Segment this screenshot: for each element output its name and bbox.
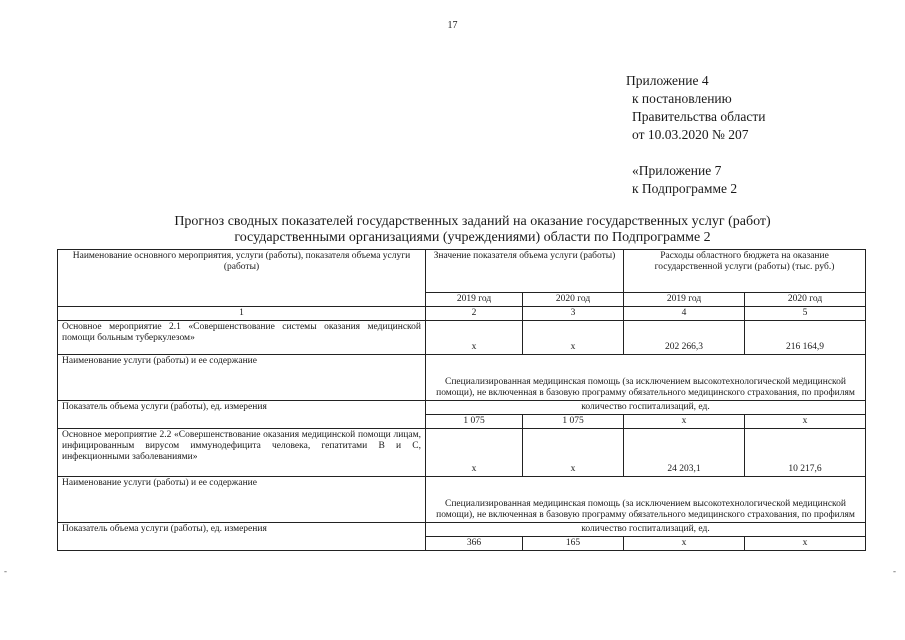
header-year-2020: 2020 год — [523, 293, 624, 307]
scan-mark: - — [893, 566, 896, 576]
measure-value: х — [523, 321, 624, 355]
document-title — [0, 214, 905, 246]
indicator-unit: количество госпитализаций, ед. — [426, 523, 866, 537]
title-line-2: государственными организациями (учреждениями) области по Подпрограмме 2 — [234, 230, 711, 245]
header-year-2019: 2019 год — [624, 293, 745, 307]
title-line-1: Прогноз сводных показателей государственных заданий на оказание государственных услуг (работ) — [174, 214, 771, 229]
column-number: 1 — [58, 307, 426, 321]
appendix-subline: к Подпрограмме 2 — [632, 181, 738, 196]
measure-value: 24 203,1 — [624, 429, 745, 477]
appendix-line: к постановлению — [632, 91, 732, 106]
column-number: 3 — [523, 307, 624, 321]
header-budget: Расходы областного бюджета на оказание государственной услуги (работы) (тыс. руб.) — [624, 250, 866, 293]
service-description: Специализированная медицинская помощь (за исключением высокотехнологической медицинской помощи), не включенная в базовую программу обязательного медицинского страхования, по профилям — [426, 355, 866, 401]
indicator-value: х — [745, 415, 866, 429]
indicator-label: Показатель объема услуги (работы), ед. измерения — [58, 401, 426, 429]
indicator-value: 366 — [426, 537, 523, 551]
header-name: Наименование основного мероприятия, услуги (работы), показателя объема услуги (работы) — [58, 250, 426, 307]
forecast-table — [57, 249, 866, 551]
header-year-2020: 2020 год — [745, 293, 866, 307]
measure-value: 10 217,6 — [745, 429, 866, 477]
header-volume: Значение показателя объема услуги (работы) — [426, 250, 624, 293]
header-year-2019: 2019 год — [426, 293, 523, 307]
page-number: 17 — [447, 20, 458, 31]
indicator-value: 1 075 — [426, 415, 523, 429]
measure-value: 216 164,9 — [745, 321, 866, 355]
appendix-header — [626, 72, 765, 198]
measure-value: х — [523, 429, 624, 477]
indicator-value: 1 075 — [523, 415, 624, 429]
measure-value: 202 266,3 — [624, 321, 745, 355]
service-label: Наименование услуги (работы) и ее содержание — [58, 477, 426, 523]
appendix-line: Правительства области — [632, 109, 766, 124]
indicator-label: Показатель объема услуги (работы), ед. измерения — [58, 523, 426, 551]
indicator-value: х — [624, 537, 745, 551]
column-number: 2 — [426, 307, 523, 321]
service-label: Наименование услуги (работы) и ее содержание — [58, 355, 426, 401]
measure-value: х — [426, 429, 523, 477]
column-number: 4 — [624, 307, 745, 321]
measure-2-2-title: Основное мероприятие 2.2 «Совершенствование оказания медицинской помощи лицам, инфицированным вирусом иммунодефицита человека, гепатитами В и С, инфекционными заболеваниями» — [58, 429, 426, 477]
appendix-subline: «Приложение 7 — [632, 163, 722, 178]
appendix-line: от 10.03.2020 № 207 — [632, 127, 749, 142]
measure-2-1-title: Основное мероприятие 2.1 «Совершенствование системы оказания медицинской помощи больным туберкулезом» — [58, 321, 426, 355]
measure-value: х — [426, 321, 523, 355]
indicator-value: х — [624, 415, 745, 429]
appendix-line: Приложение 4 — [626, 73, 709, 88]
column-number: 5 — [745, 307, 866, 321]
indicator-value: 165 — [523, 537, 624, 551]
service-description: Специализированная медицинская помощь (за исключением высокотехнологической медицинской помощи), не включенная в базовую программу обязательного медицинского страхования, по профилям — [426, 477, 866, 523]
indicator-unit: количество госпитализаций, ед. — [426, 401, 866, 415]
indicator-value: х — [745, 537, 866, 551]
scan-mark: - — [4, 566, 7, 576]
